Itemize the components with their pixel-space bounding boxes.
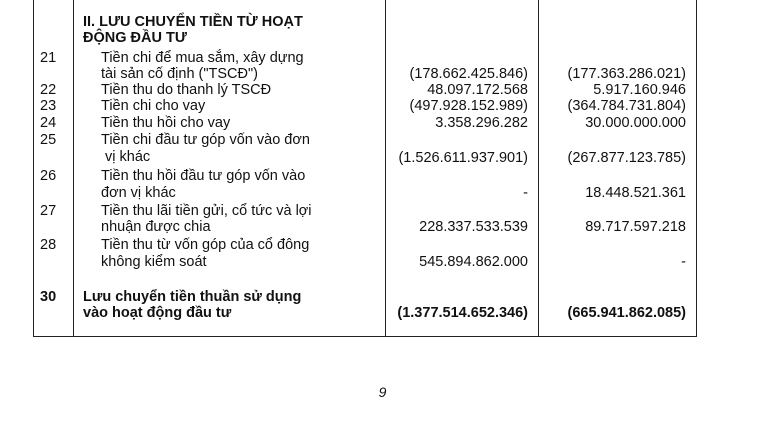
row-current-value: 48.097.172.568 (427, 82, 528, 98)
row-current-value: (497.928.152.989) (409, 98, 528, 114)
code-column-divider (73, 0, 74, 337)
row-current-value: 228.337.533.539 (419, 219, 528, 235)
row-code: 25 (40, 132, 57, 148)
row-description-line-1: Tiền thu lãi tiền gửi, cổ tức và lợi (101, 203, 312, 219)
current-column-divider (538, 0, 539, 337)
row-code: 23 (40, 98, 57, 114)
page-number: 9 (378, 384, 387, 400)
row-current-value: (178.662.425.846) (409, 66, 528, 82)
total-code: 30 (40, 289, 57, 305)
row-description-line-1: Tiền thu hồi đầu tư góp vốn vào (101, 168, 306, 184)
total-previous-value: (665.941.862.085) (567, 305, 686, 321)
row-previous-value: 30.000.000.000 (585, 115, 686, 131)
row-code: 28 (40, 237, 57, 253)
row-description-line-2: vị khác (101, 149, 151, 165)
row-current-value: 545.894.862.000 (419, 254, 528, 270)
row-current-value: 3.358.296.282 (435, 115, 528, 131)
row-description-line-1: Tiền chi để mua sắm, xây dựng (101, 50, 304, 66)
table-right-border (696, 0, 697, 337)
row-previous-value: 18.448.521.361 (585, 185, 686, 201)
row-previous-value: 5.917.160.946 (593, 82, 686, 98)
total-description-line-1: Lưu chuyển tiền thuần sử dụng (83, 289, 302, 305)
row-description-line-2: đơn vị khác (101, 185, 176, 201)
row-code: 22 (40, 82, 57, 98)
cash-flow-investing-table (33, 0, 697, 337)
row-description-line-2: nhuận được chia (101, 219, 211, 235)
row-code: 27 (40, 203, 57, 219)
row-description-line-1: Tiền chi đầu tư góp vốn vào đơn (101, 132, 310, 148)
row-previous-value: (364.784.731.804) (567, 98, 686, 114)
row-current-value: - (523, 185, 528, 201)
table-left-border (33, 0, 34, 337)
row-code: 21 (40, 50, 57, 66)
row-description-line-1: Tiền thu do thanh lý TSCĐ (101, 82, 272, 98)
total-description-line-2: vào hoạt động đầu tư (83, 305, 232, 321)
row-previous-value: (177.363.286.021) (567, 66, 686, 82)
section-title-line-1: II. LƯU CHUYỂN TIỀN TỪ HOẠT (83, 14, 303, 30)
row-code: 24 (40, 115, 57, 131)
row-code: 26 (40, 168, 57, 184)
section-title-line-2: ĐỘNG ĐẦU TƯ (83, 30, 187, 46)
row-description-line-2: tài sản cố định ("TSCĐ") (101, 66, 258, 82)
table-bottom-border (33, 336, 697, 337)
row-previous-value: (267.877.123.785) (567, 150, 686, 166)
description-column-divider (385, 0, 386, 337)
row-current-value: (1.526.611.937.901) (398, 150, 528, 166)
row-previous-value: - (681, 254, 686, 270)
row-description-line-1: Tiền chi cho vay (101, 98, 206, 114)
row-description-line-1: Tiền thu hồi cho vay (101, 115, 231, 131)
row-description-line-1: Tiền thu từ vốn góp của cổ đông (101, 237, 310, 253)
total-current-value: (1.377.514.652.346) (397, 305, 528, 321)
row-description-line-2: không kiểm soát (101, 254, 207, 270)
row-previous-value: 89.717.597.218 (585, 219, 686, 235)
